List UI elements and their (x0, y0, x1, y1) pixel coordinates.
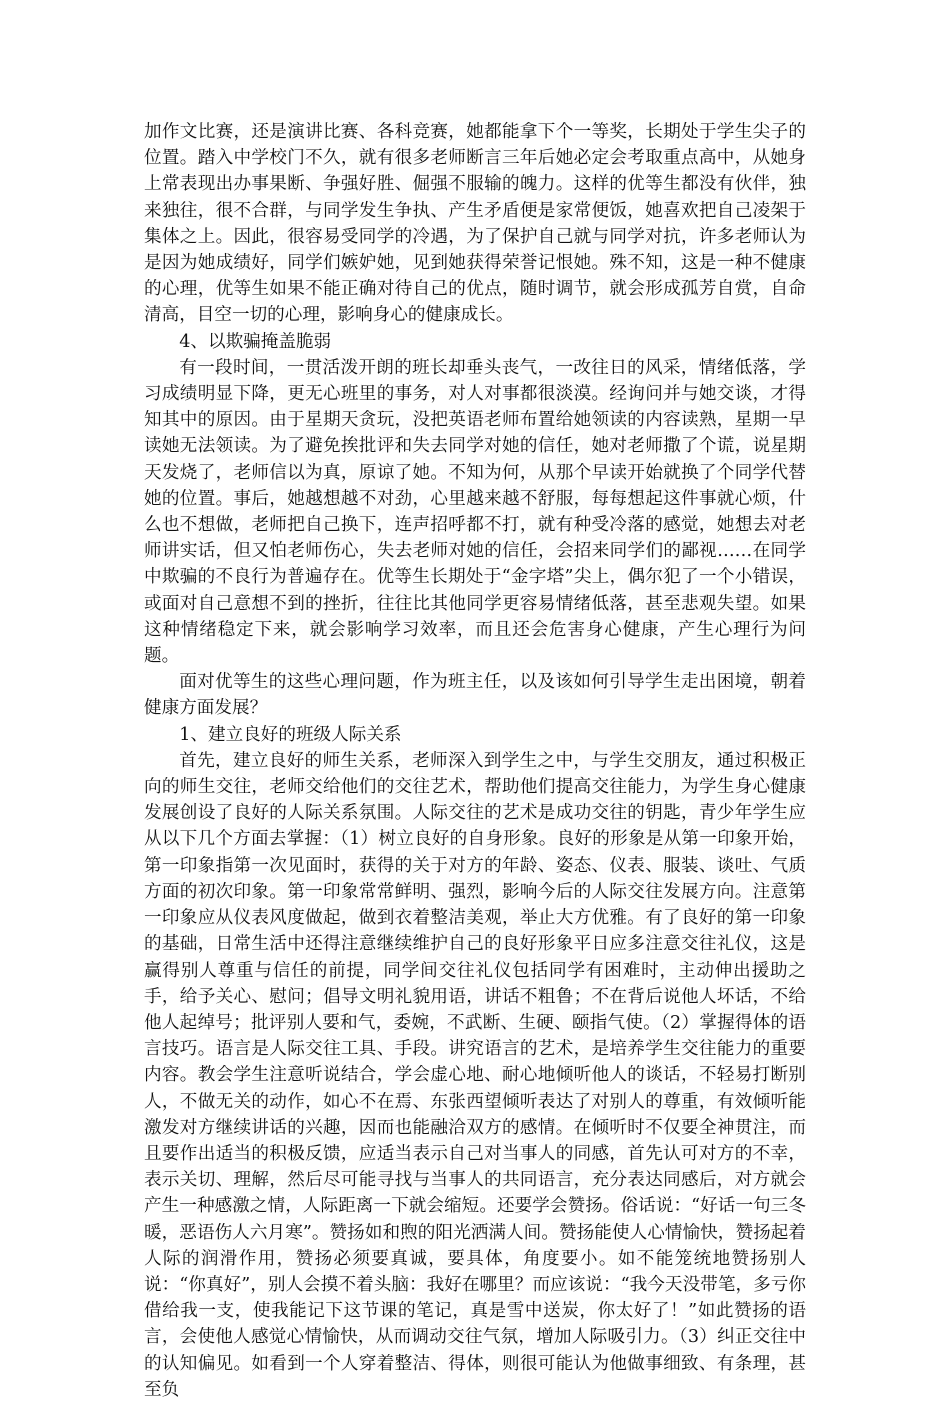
paragraph-question: 面对优等生的这些心理问题，作为班主任，以及该如何引导学生走出困境，朝着健康方面发展？ (144, 672, 806, 719)
paragraph-deception: 有一段时间，一贯活泼开朗的班长却垂头丧气，一改往日的风采，情绪低落，学习成绩明显下降，更无心班里的事务，对人对事都很淡漠。经询问并与她交谈，才得知其中的原因。由于星期天贪玩，没把英语老师布置给她领读的内容读熟，星期一早读她无法领读。为了避免挨批评和失去同学对她的信任，她对老师撒了个谎，说星期天发烧了，老师信以为真，原谅了她。不知为何，从那个早读开始就换了个同学代替她的位置。事后，她越想越不对劲，心里越来越不舒服，每每想起这件事就心烦，什么也不想做，老师把自己换下，连声招呼都不打，就有种受冷落的感觉，她想去对老师讲实话，但又怕老师伤心，失去老师对她的信任，会招来同学们的鄙视……在同学中欺骗的不良行为普遍存在。优等生长期处于“金字塔”尖上，偶尔犯了一个小错误，或面对自己意想不到的挫折，往往比其他同学更容易情绪低落，甚至悲观失望。如果这种情绪稳定下来，就会影响学习效率，而且还会危害身心健康，产生心理行为问题。 (144, 357, 806, 667)
section-heading-4: 4、以欺骗掩盖脆弱 (179, 331, 332, 352)
document-body (144, 119, 806, 1403)
paragraph-continued: 加作文比赛，还是演讲比赛、各科竞赛，她都能拿下个一等奖，长期处于学生尖子的位置。踏入中学校门不久，就有很多老师断言三年后她必定会考取重点高中，从她身上常表现出办事果断、争强好胜、倔强不服输的魄力。这样的优等生都没有伙伴，独来独往，很不合群，与同学发生争执、产生矛盾便是家常便饭，她喜欢把自己凌架于集体之上。因此，很容易受同学的冷遇，为了保护自己就与同学对抗，许多老师认为是因为她成绩好，同学们嫉妒她，见到她获得荣誉记恨她。殊不知，这是一种不健康的心理，优等生如果不能正确对待自己的优点，随时调节，就会形成孤芳自赏，自命清高，目空一切的心理，影响身心的健康成长。 (144, 122, 806, 326)
paragraph-relationships: 首先，建立良好的师生关系，老师深入到学生之中，与学生交朋友，通过积极正向的师生交往，老师交给他们的交往艺术，帮助他们提高交往能力，为学生身心健康发展创设了良好的人际关系氛围。人际交往的艺术是成功交往的钥匙，青少年学生应从以下几个方面去掌握：（1）树立良好的自身形象。良好的形象是从第一印象开始，第一印象指第一次见面时，获得的关于对方的年龄、姿态、仪表、服装、谈吐、气质方面的初次印象。第一印象常常鲜明、强烈，影响今后的人际交往发展方向。注意第一印象应从仪表风度做起，做到衣着整洁美观，举止大方优雅。有了良好的第一印象的基础，日常生活中还得注意继续维护自己的良好形象平日应多注意交往礼仪，这是赢得别人尊重与信任的前提，同学间交往礼仪包括同学有困难时，主动伸出援助之手，给予关心、慰问；倡导文明礼貌用语，讲话不粗鲁；不在背后说他人坏话，不给他人起绰号；批评别人要和气，委婉，不武断、生硬、颐指气使。（2）掌握得体的语言技巧。语言是人际交往工具、手段。讲究语言的艺术，是培养学生交往能力的重要内容。教会学生注意听说结合，学会虚心地、耐心地倾听他人的谈话，不轻易打断别人，不做无关的动作，如心不在焉、东张西望倾听表达了对别人的尊重，有效倾听能激发对方继续讲话的兴趣，因而也能融洽双方的感情。在倾听时不仅要全神贯注，而且要作出适当的积极反馈，应适当表示自己对当事人的同感，首先认可对方的不幸，表示关切、理解，然后尽可能寻找与当事人的共同语言，充分表达同感后，对方就会产生一种感激之情，人际距离一下就会缩短。还要学会赞扬。俗话说：“好话一句三冬暖，恶语伤人六月寒”。赞扬如和煦的阳光洒满人间。赞扬能使人心情愉快，赞扬起着人际的润滑作用，赞扬必须要真诚，要具体，角度要小。如不能笼统地赞扬别人说：“你真好”，别人会摸不着头脑：我好在哪里？而应该说：“我今天没带笔，多亏你借给我一支，使我能记下这节课的笔记，真是雪中送炭，你太好了！”如此赞扬的语言，会使他人感觉心情愉快，从而调动交往气氛，增加人际吸引力。（3）纠正交往中的认知偏见。如看到一个人穿着整洁、得体，则很可能认为他做事细致、有条理，甚至负 (144, 750, 806, 1400)
section-heading-1: 1、建立良好的班级人际关系 (179, 724, 402, 745)
